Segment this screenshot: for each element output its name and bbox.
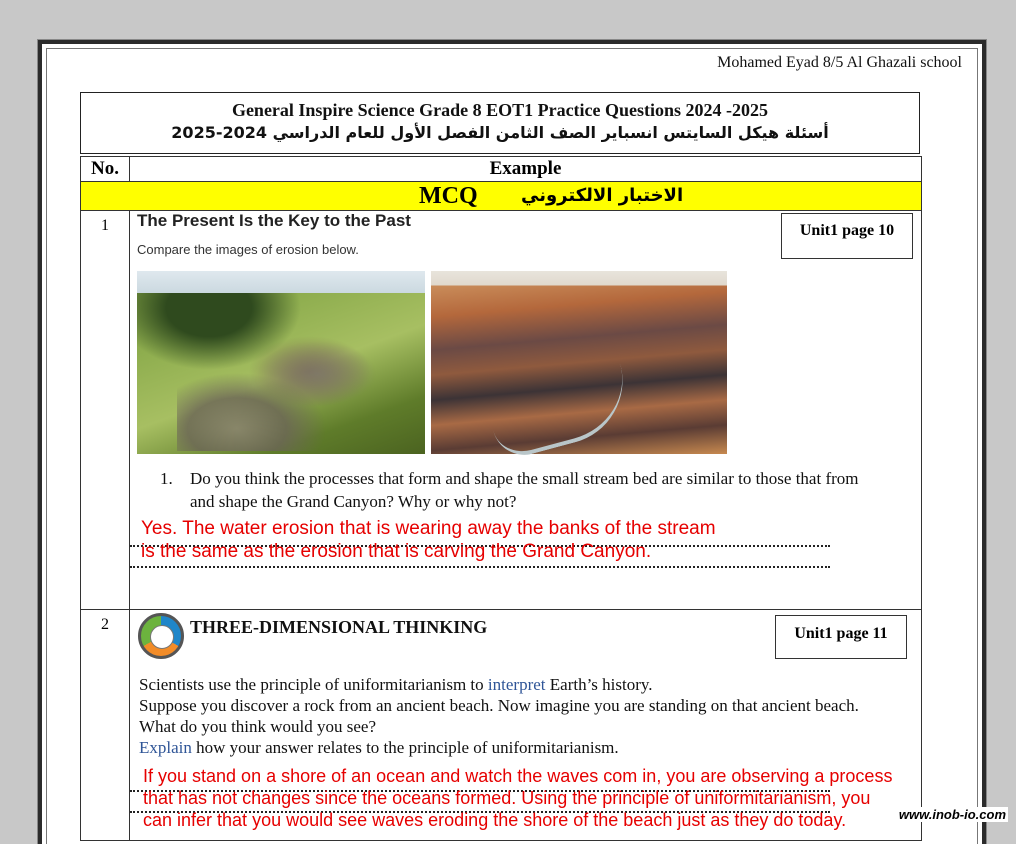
- header-example: Example: [130, 157, 922, 182]
- answer-line1: Yes. The water erosion that is wearing away the banks of the stream: [141, 518, 716, 539]
- title-arabic: أسئلة هيكل السايتس انسباير الصف الثامن الفصل الأول للعام الدراسي 2024-2025: [171, 123, 829, 142]
- term-explain: Explain: [139, 738, 192, 757]
- mcq-band-row: [81, 182, 922, 211]
- unit-reference: Unit1 page 10: [781, 213, 913, 259]
- question-title: The Present Is the Key to the Past: [137, 211, 411, 230]
- question-line3: What do you think would you see?: [139, 717, 377, 736]
- question-1: [130, 211, 921, 609]
- answer-line3: can infer that you would see waves eroding the shore of the beach just as they do today.: [143, 810, 847, 830]
- question-line2: Suppose you discover a rock from an ancient beach. Now imagine you are standing on that ancient beach.: [139, 696, 859, 715]
- site-watermark: www.inob-io.com: [898, 807, 1006, 822]
- header-no: No.: [81, 157, 130, 182]
- questions-table: [80, 156, 922, 841]
- question-title: THREE-DIMENSIONAL THINKING: [190, 617, 488, 637]
- answer-line2: is the same as the erosion that is carving the Grand Canyon.: [141, 541, 652, 562]
- term-interpret: interpret: [487, 675, 546, 694]
- document-page: [38, 40, 986, 844]
- question-subtitle: Compare the images of erosion below.: [137, 242, 359, 257]
- table-row: [81, 610, 922, 841]
- answer-line2: that has not changes since the oceans formed. Using the principle of uniformitarianism, you: [143, 788, 871, 808]
- stream-bed-image: [137, 271, 425, 454]
- question-2: [130, 610, 921, 840]
- question-line1: Scientists use the principle of uniformitarianism to interpret Earth’s history.: [139, 675, 653, 694]
- question-number: 2: [81, 610, 130, 841]
- question-text-line1: Do you think the processes that form and shape the small stream bed are similar to those that from: [190, 469, 859, 488]
- mcq-band: [81, 182, 921, 210]
- answer-line1: If you stand on a shore of an ocean and watch the waves com in, you are observing a process: [143, 766, 893, 786]
- answer-dotted-line: [130, 566, 830, 568]
- question-line4: Explain how your answer relates to the principle of uniformitarianism.: [139, 738, 619, 757]
- question-number: 1: [81, 211, 130, 610]
- title-box: [80, 92, 920, 154]
- mcq-label-ar: الاختبار الالكتروني: [521, 185, 684, 206]
- table-header-row: [81, 157, 922, 182]
- table-row: [81, 211, 922, 610]
- mcq-label-en: MCQ: [419, 183, 478, 209]
- grand-canyon-image: [431, 271, 727, 454]
- unit-reference: Unit1 page 11: [775, 615, 907, 659]
- three-dimensional-thinking-icon: [138, 613, 184, 659]
- question-text-line2: and shape the Grand Canyon? Why or why not?: [190, 492, 517, 511]
- item-number: 1.: [160, 469, 173, 488]
- author-line: Mohamed Eyad 8/5 Al Ghazali school: [717, 54, 962, 71]
- title-english: General Inspire Science Grade 8 EOT1 Practice Questions 2024 -2025: [231, 100, 769, 120]
